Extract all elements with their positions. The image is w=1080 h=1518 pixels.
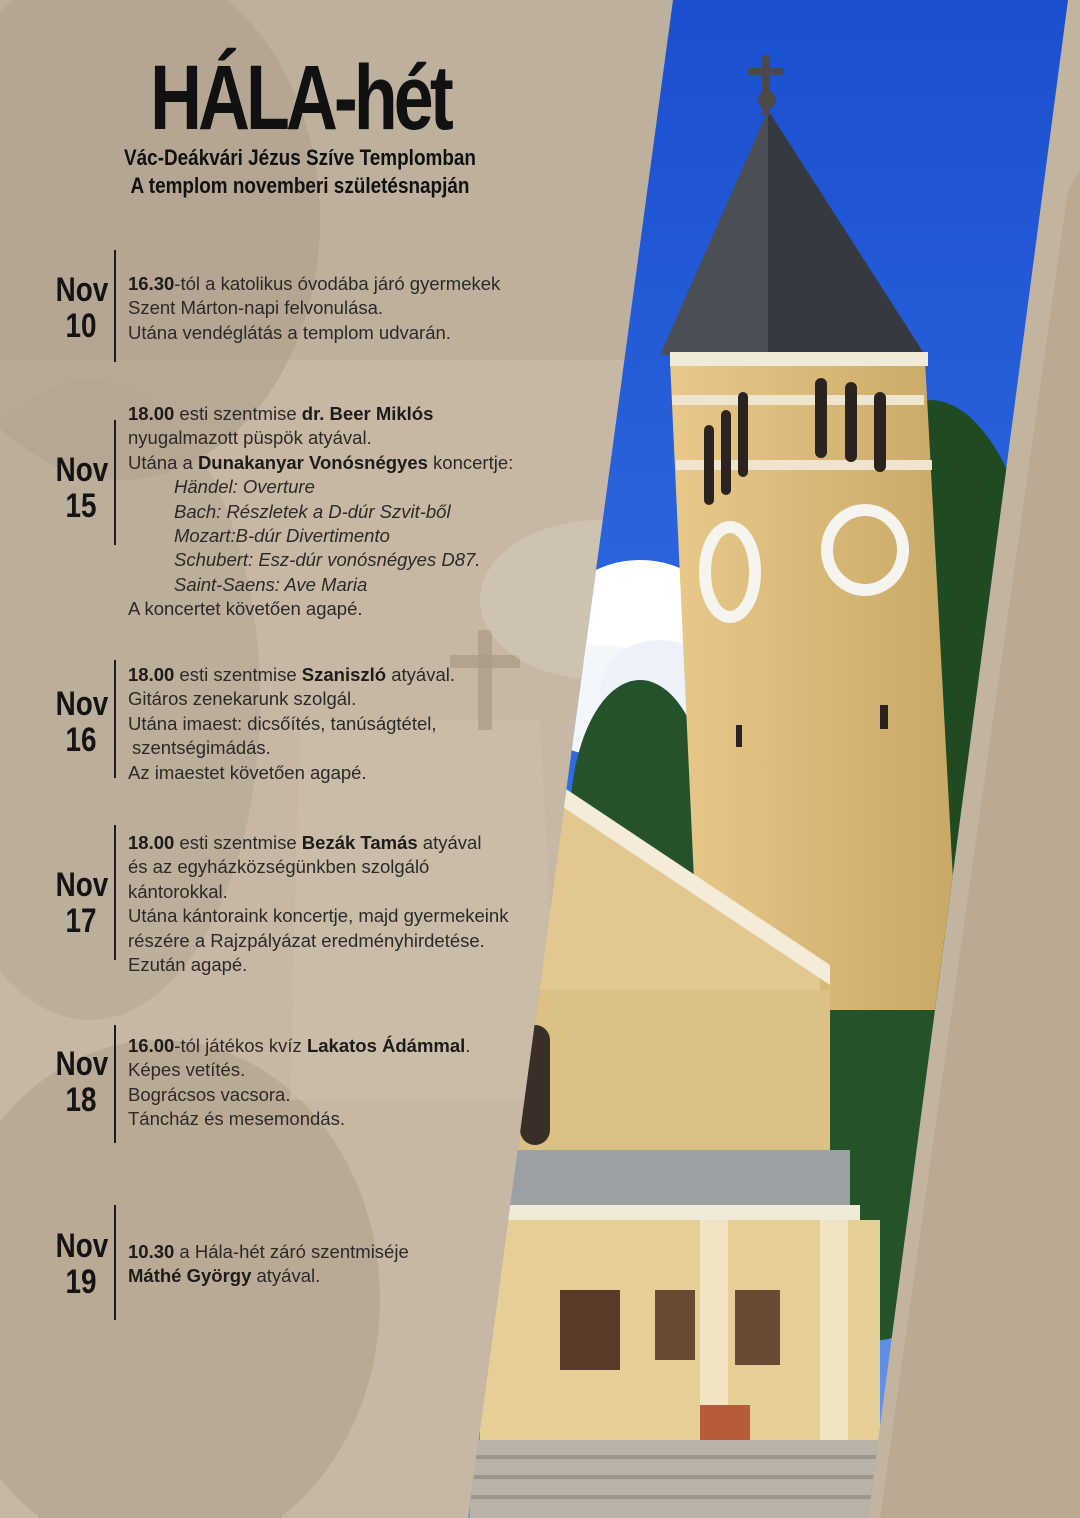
event-text: esti szentmise bbox=[174, 403, 302, 424]
event-text: atyával. bbox=[386, 664, 456, 685]
event-month: Nov bbox=[55, 1045, 109, 1083]
event-day: 10 bbox=[65, 307, 97, 345]
page-title: HÁLA-hét bbox=[150, 47, 450, 149]
event-text: részére a Rajzpályázat eredményhirdetése. bbox=[128, 929, 485, 951]
event-line bbox=[128, 475, 513, 499]
event-text: atyával. bbox=[251, 1265, 321, 1287]
event-text: Az imaestet követően agapé. bbox=[128, 761, 367, 783]
subtitle-occasion: A templom novemberi születésnapján bbox=[130, 173, 470, 198]
event-divider bbox=[114, 1205, 116, 1320]
event-highlight-text: Lakatos Ádámmal bbox=[306, 1035, 466, 1056]
event-text: Gitáros zenekarunk szolgál. bbox=[128, 688, 357, 710]
event-line bbox=[128, 272, 500, 296]
event-month: Nov bbox=[55, 685, 109, 723]
event-date bbox=[56, 1046, 107, 1118]
event-date bbox=[56, 452, 107, 524]
event-highlight-text: Máthé György bbox=[128, 1265, 252, 1287]
event-line bbox=[128, 761, 455, 785]
event-day: 17 bbox=[65, 902, 97, 940]
event-date bbox=[56, 1228, 107, 1300]
event-highlight-text: 18.00 bbox=[128, 664, 175, 685]
event-date bbox=[56, 272, 107, 344]
event-date bbox=[56, 686, 107, 758]
event-text: Händel: Overture bbox=[174, 476, 315, 498]
event-line bbox=[128, 573, 513, 597]
event-line bbox=[128, 904, 508, 928]
event-month: Nov bbox=[55, 271, 109, 309]
event-highlight-text: Szaniszló bbox=[301, 664, 387, 685]
event-month: Nov bbox=[55, 451, 109, 489]
event-line bbox=[128, 1034, 470, 1058]
event-description bbox=[128, 663, 455, 785]
event-text: koncertje: bbox=[427, 451, 514, 473]
event-text: kántorokkal. bbox=[128, 880, 228, 902]
event-line bbox=[128, 321, 500, 345]
event-text: Táncház és mesemondás. bbox=[128, 1108, 345, 1130]
event-line bbox=[128, 736, 455, 760]
event-highlight-text: Bezák Tamás bbox=[301, 832, 418, 853]
event-line bbox=[128, 451, 513, 475]
event-line bbox=[128, 831, 508, 855]
event-divider bbox=[114, 420, 116, 545]
event-description bbox=[128, 1240, 409, 1289]
event-line bbox=[128, 880, 508, 904]
event-line bbox=[128, 687, 455, 711]
event-text: Schubert: Esz-dúr vonósnégyes D87. bbox=[174, 549, 481, 571]
event-text: A koncertet követően agapé. bbox=[128, 598, 363, 620]
event-highlight-text: dr. Beer Miklós bbox=[301, 403, 434, 424]
event-divider bbox=[114, 825, 116, 960]
event-text: és az egyházközségünkben szolgáló bbox=[128, 856, 430, 878]
event-text: Bach: Részletek a D-dúr Szvit-ből bbox=[174, 500, 451, 522]
event-month: Nov bbox=[55, 866, 109, 904]
event-text: . bbox=[465, 1035, 471, 1056]
subtitle-church: Vác-Deákvári Jézus Szíve Templomban bbox=[124, 145, 476, 170]
event-line bbox=[128, 548, 513, 572]
event-text: Képes vetítés. bbox=[128, 1059, 246, 1081]
event-text: a Hála-hét záró szentmiséje bbox=[174, 1241, 409, 1262]
event-line bbox=[128, 953, 508, 977]
event-divider bbox=[114, 250, 116, 362]
event-line bbox=[128, 500, 513, 524]
event-day: 15 bbox=[65, 487, 97, 525]
event-date bbox=[56, 867, 107, 939]
event-line bbox=[128, 712, 455, 736]
event-line bbox=[128, 1264, 409, 1288]
event-text: Utána kántoraink koncertje, majd gyermekeink bbox=[128, 905, 509, 927]
event-line bbox=[128, 1058, 470, 1082]
event-line bbox=[128, 1240, 409, 1264]
event-month: Nov bbox=[55, 1227, 109, 1265]
event-line bbox=[128, 402, 513, 426]
event-line bbox=[128, 524, 513, 548]
event-day: 16 bbox=[65, 721, 97, 759]
event-highlight-text: 16.00 bbox=[128, 1035, 175, 1056]
event-text: Saint-Saens: Ave Maria bbox=[174, 573, 368, 595]
event-text: atyával bbox=[417, 832, 482, 853]
event-line bbox=[128, 663, 455, 687]
event-text: Utána a bbox=[128, 451, 198, 473]
event-text: nyugalmazott püspök atyával. bbox=[128, 427, 372, 449]
event-text: szentségimádás. bbox=[132, 737, 271, 759]
event-divider bbox=[114, 660, 116, 778]
event-highlight-text: 10.30 bbox=[128, 1241, 175, 1262]
event-text: -tól játékos kvíz bbox=[174, 1035, 307, 1056]
event-text: -tól a katolikus óvodába járó gyermekek bbox=[174, 273, 501, 294]
event-text: esti szentmise bbox=[174, 832, 302, 853]
event-line bbox=[128, 426, 513, 450]
event-description bbox=[128, 402, 513, 622]
event-highlight-text: 18.00 bbox=[128, 832, 175, 853]
event-description bbox=[128, 272, 500, 345]
event-line bbox=[128, 1083, 470, 1107]
event-divider bbox=[114, 1025, 116, 1143]
event-text: Ezután agapé. bbox=[128, 954, 248, 976]
event-highlight-text: 16.30 bbox=[128, 273, 175, 294]
event-line bbox=[128, 855, 508, 879]
event-text: Bográcsos vacsora. bbox=[128, 1083, 291, 1105]
event-line bbox=[128, 597, 513, 621]
event-day: 18 bbox=[65, 1081, 97, 1119]
event-line bbox=[128, 929, 508, 953]
event-highlight-text: Dunakanyar Vonósnégyes bbox=[197, 451, 428, 473]
event-line bbox=[128, 1107, 470, 1131]
event-text: Szent Márton-napi felvonulása. bbox=[128, 297, 384, 319]
event-highlight-text: 18.00 bbox=[128, 403, 175, 424]
event-text: Utána vendéglátás a templom udvarán. bbox=[128, 321, 451, 343]
event-text: esti szentmise bbox=[174, 664, 302, 685]
event-description bbox=[128, 1034, 470, 1132]
event-text: Utána imaest: dicsőítés, tanúságtétel, bbox=[128, 712, 437, 734]
event-day: 19 bbox=[65, 1263, 97, 1301]
event-text: Mozart:B-dúr Divertimento bbox=[174, 525, 390, 547]
event-description bbox=[128, 831, 508, 977]
event-line bbox=[128, 296, 500, 320]
